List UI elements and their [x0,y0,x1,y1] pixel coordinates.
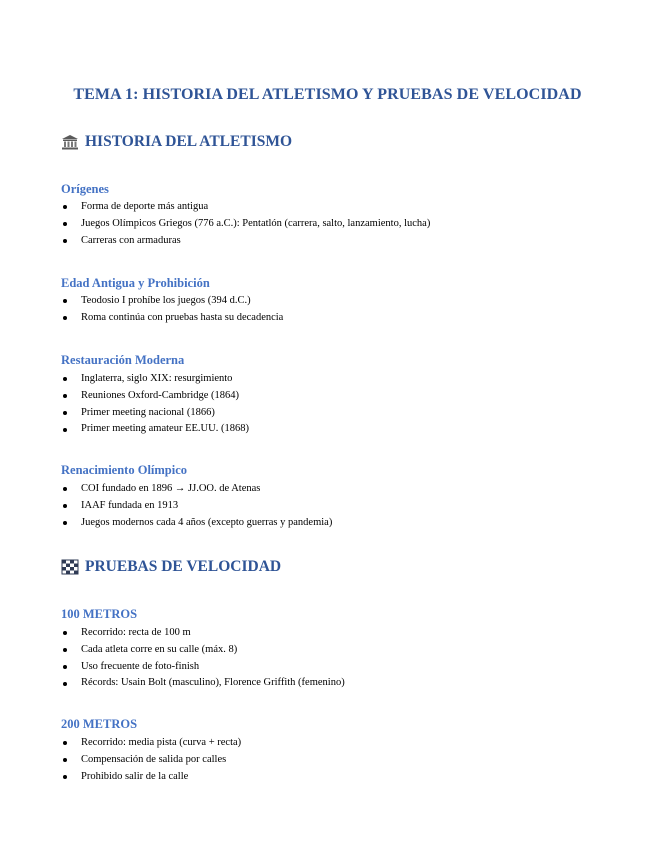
subsection-heading-edad-antigua: Edad Antigua y Prohibición [61,276,210,290]
subsection-heading-origenes: Orígenes [61,182,109,196]
list-item: Juegos Olímpicos Griegos (776 a.C.): Pentatlón (carrera, salto, lanzamiento, lucha) [61,216,430,233]
list-item: Uso frecuente de foto-finish [61,659,345,676]
list-item: Recorrido: recta de 100 m [61,625,345,642]
subsection-heading-renacimiento: Renacimiento Olímpico [61,463,188,477]
list-item: Teodosio I prohíbe los juegos (394 d.C.) [61,293,283,310]
bullet-list-renacimiento [61,481,332,531]
bullet-list-edad-antigua [61,293,283,327]
bullet-icon [63,665,67,669]
list-item: Juegos modernos cada 4 años (excepto guerras y pandemia) [61,515,332,532]
section-heading-label: PRUEBAS DE VELOCIDAD [85,558,282,575]
bullet-list-200m [61,735,241,785]
bullet-icon [63,239,67,243]
bullet-icon [63,758,67,762]
list-item: Cada atleta corre en su calle (máx. 8) [61,642,345,659]
bullet-icon [63,631,67,635]
list-item: Récords: Usain Bolt (masculino), Florence Griffith (femenino) [61,675,345,692]
bullet-icon [63,411,67,415]
bullet-icon [63,377,67,381]
list-item: Primer meeting nacional (1866) [61,405,249,422]
list-item: Prohibido salir de la calle [61,769,241,786]
document-title: TEMA 1: HISTORIA DEL ATLETISMO Y PRUEBAS DE VELOCIDAD [73,86,582,103]
subsection-heading-100m: 100 METROS [61,607,138,621]
list-item: IAAF fundada en 1913 [61,498,332,515]
bullet-icon [63,521,67,525]
list-item: Forma de deporte más antigua [61,199,430,216]
section-heading-historia [61,133,292,151]
bullet-icon [63,299,67,303]
section-heading-label: HISTORIA DEL ATLETISMO [85,133,293,150]
section-heading-pruebas [61,558,281,576]
bullet-icon [63,428,67,432]
classical-building-icon [61,134,79,150]
bullet-icon [63,775,67,779]
checkered-flag-icon [61,559,79,575]
bullet-icon [63,682,67,686]
bullet-list-100m [61,625,345,692]
list-item: Compensación de salida por calles [61,752,241,769]
list-item: Roma continúa con pruebas hasta su decadencia [61,310,283,327]
bullet-icon [63,316,67,320]
bullet-icon [63,487,67,491]
list-item: Recorrido: media pista (curva + recta) [61,735,241,752]
bullet-icon [63,648,67,652]
bullet-icon [63,205,67,209]
list-item: Inglaterra, siglo XIX: resurgimiento [61,371,249,388]
list-item: Reuniones Oxford-Cambridge (1864) [61,388,249,405]
bullet-icon [63,222,67,226]
bullet-icon [63,504,67,508]
subsection-heading-restauracion: Restauración Moderna [61,353,185,367]
subsection-heading-200m: 200 METROS [61,717,138,731]
bullet-list-restauracion [61,371,249,438]
list-item: Carreras con armaduras [61,233,430,250]
list-item: Primer meeting amateur EE.UU. (1868) [61,421,249,438]
list-item: COI fundado en 1896 → JJ.OO. de Atenas [61,481,332,498]
bullet-list-origenes [61,199,430,249]
bullet-icon [63,741,67,745]
bullet-icon [63,394,67,398]
